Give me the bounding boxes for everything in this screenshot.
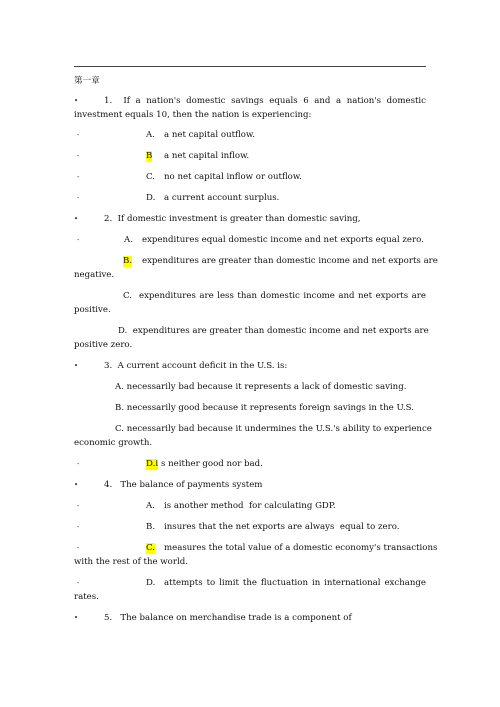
q3-b: B. necessarily good because it represents foreign savings in the U.S.: [115, 403, 414, 413]
q4-d-text-line2: rates.: [74, 592, 99, 602]
q2-b-text-line1: expenditures are greater than domestic income and net exports are: [142, 256, 438, 266]
q4-c-letter-highlighted: C.: [146, 543, 156, 553]
q2-d-line2: positive zero.: [74, 340, 133, 350]
chapter-title: 第一章: [74, 76, 100, 86]
q2-b-text-line2: negative.: [74, 270, 115, 280]
q2-b-letter-highlighted: B.: [123, 256, 133, 266]
q2-a-text: expenditures equal domestic income and net exports equal zero.: [142, 235, 424, 245]
q3-a: A. necessarily bad because it represents a lack of domestic saving.: [115, 382, 407, 392]
q4-b-dash: -: [77, 523, 80, 531]
q2-a-dash: -: [77, 236, 80, 244]
q1-c-text: no net capital inflow or outflow.: [164, 172, 302, 182]
q4-b-text: insures that the net exports are always equal to zero.: [164, 522, 400, 532]
q1-stem-line2: investment equals 10, then the nation is experiencing:: [74, 110, 312, 120]
q4-d-text-line1: attempts to limit the fluctuation in international exchange: [164, 578, 426, 588]
q2-d-line1: D. expenditures are greater than domestic income and net exports are: [118, 326, 429, 336]
q1-b-letter-highlighted: B: [146, 151, 153, 161]
q4-a-letter: A.: [146, 501, 155, 511]
q1-c-dash: -: [77, 173, 80, 181]
q5-bullet: •: [74, 614, 79, 622]
q1-d-dash: -: [77, 194, 80, 202]
q1-a-letter: A.: [146, 130, 155, 140]
q4-stem: 4. The balance of payments system: [104, 480, 263, 490]
q4-d-letter: D.: [146, 578, 156, 588]
q2-c-line1: C. expenditures are less than domestic income and net exports are: [123, 291, 426, 301]
q1-bullet: •: [74, 97, 79, 105]
q1-d-text: a current account surplus.: [164, 193, 280, 203]
q3-d-letter-highlighted: D.i: [146, 459, 159, 469]
q3-c-line1: C. necessarily bad because it undermines the U.S.'s ability to experience: [115, 424, 432, 434]
q1-a-dash: -: [77, 131, 80, 139]
header-rule: [74, 66, 426, 67]
q1-c-letter: C.: [146, 172, 156, 182]
q4-c-text-line2: with the rest of the world.: [74, 557, 188, 567]
q1-b-text: a net capital inflow.: [164, 151, 250, 161]
q1-d-letter: D.: [146, 193, 156, 203]
q3-c-line2: economic growth.: [74, 438, 153, 448]
q3-bullet: •: [74, 362, 79, 370]
q2-c-line2: positive.: [74, 305, 111, 315]
q4-c-text-line1: measures the total value of a domestic economy's transactions: [164, 543, 438, 553]
q1-a-text: a net capital outflow.: [164, 130, 256, 140]
q4-a-dash: -: [77, 502, 80, 510]
q4-b-letter: B.: [146, 522, 156, 532]
q2-stem: 2. If domestic investment is greater than domestic saving,: [104, 214, 361, 224]
q3-d-text: s neither good nor bad.: [161, 459, 263, 469]
q4-c-dash: -: [77, 544, 80, 552]
q3-stem: 3. A current account deficit in the U.S. is:: [104, 361, 288, 371]
q2-bullet: •: [74, 215, 79, 223]
q2-a-letter: A.: [124, 235, 133, 245]
q3-d-dash: -: [77, 460, 80, 468]
q4-bullet: •: [74, 481, 79, 489]
q5-stem: 5. The balance on merchandise trade is a component of: [104, 613, 352, 623]
q4-d-dash: -: [77, 579, 80, 587]
q1-stem-line1: 1. If a nation's domestic savings equals 6 and a nation's domestic: [104, 96, 426, 106]
q4-a-text: is another method for calculating GDP.: [164, 501, 336, 511]
q1-b-dash: -: [77, 152, 80, 160]
